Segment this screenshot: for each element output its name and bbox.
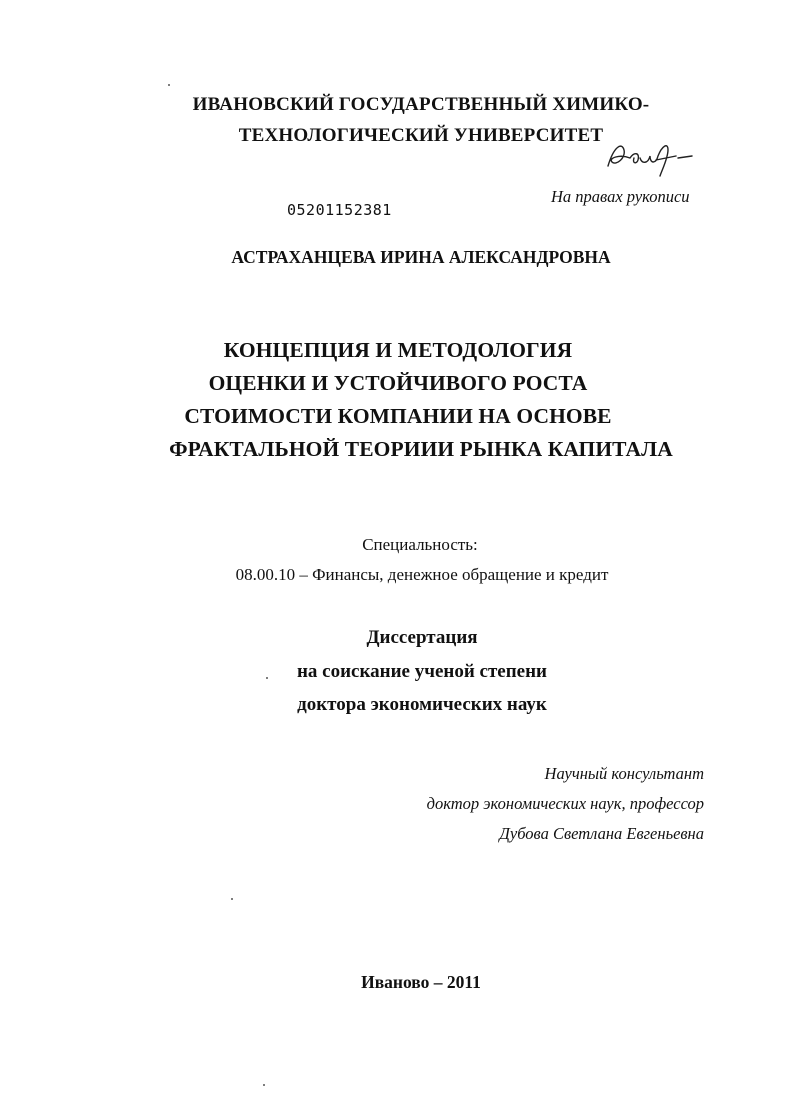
specialty-value: 08.00.10 – Финансы, денежное обращение и кредит (235, 565, 609, 584)
signature-icon (604, 136, 694, 178)
scan-speck (231, 898, 233, 900)
title-line-4: ФРАКТАЛЬНОЙ ТЕОРИИИ РЫНКА КАПИТАЛА (169, 437, 673, 461)
author-name: АСТРАХАНЦЕВА ИРИНА АЛЕКСАНДРОВНА (231, 247, 611, 267)
scan-speck (168, 84, 170, 86)
advisor-role: Научный консультант (544, 764, 704, 783)
university-name-line2: ТЕХНОЛОГИЧЕСКИЙ УНИВЕРСИТЕТ (238, 125, 604, 146)
university-name-line1: ИВАНОВСКИЙ ГОСУДАРСТВЕННЫЙ ХИМИКО- (192, 94, 650, 115)
advisor-name: Дубова Светлана Евгеньевна (499, 824, 704, 843)
signature-mark (604, 136, 694, 178)
place-year: Иваново – 2011 (361, 972, 481, 992)
scan-speck (263, 1084, 265, 1086)
advisor-degree: доктор экономических наук, профессор (426, 794, 704, 813)
title-line-2: ОЦЕНКИ И УСТОЙЧИВОГО РОСТА (208, 371, 588, 395)
scan-speck (266, 677, 268, 679)
serial-number: 05201152381 (287, 201, 392, 219)
degree-line-1: на соискание ученой степени (296, 661, 547, 682)
dissertation-label: Диссертация (366, 627, 478, 648)
specialty-label: Специальность: (362, 535, 478, 554)
title-line-1: КОНЦЕПЦИЯ И МЕТОДОЛОГИЯ (223, 338, 573, 362)
degree-line-2: доктора экономических наук (297, 694, 547, 715)
manuscript-note: На правах рукописи (551, 187, 690, 206)
title-line-3: СТОИМОСТИ КОМПАНИИ НА ОСНОВЕ (184, 404, 612, 428)
